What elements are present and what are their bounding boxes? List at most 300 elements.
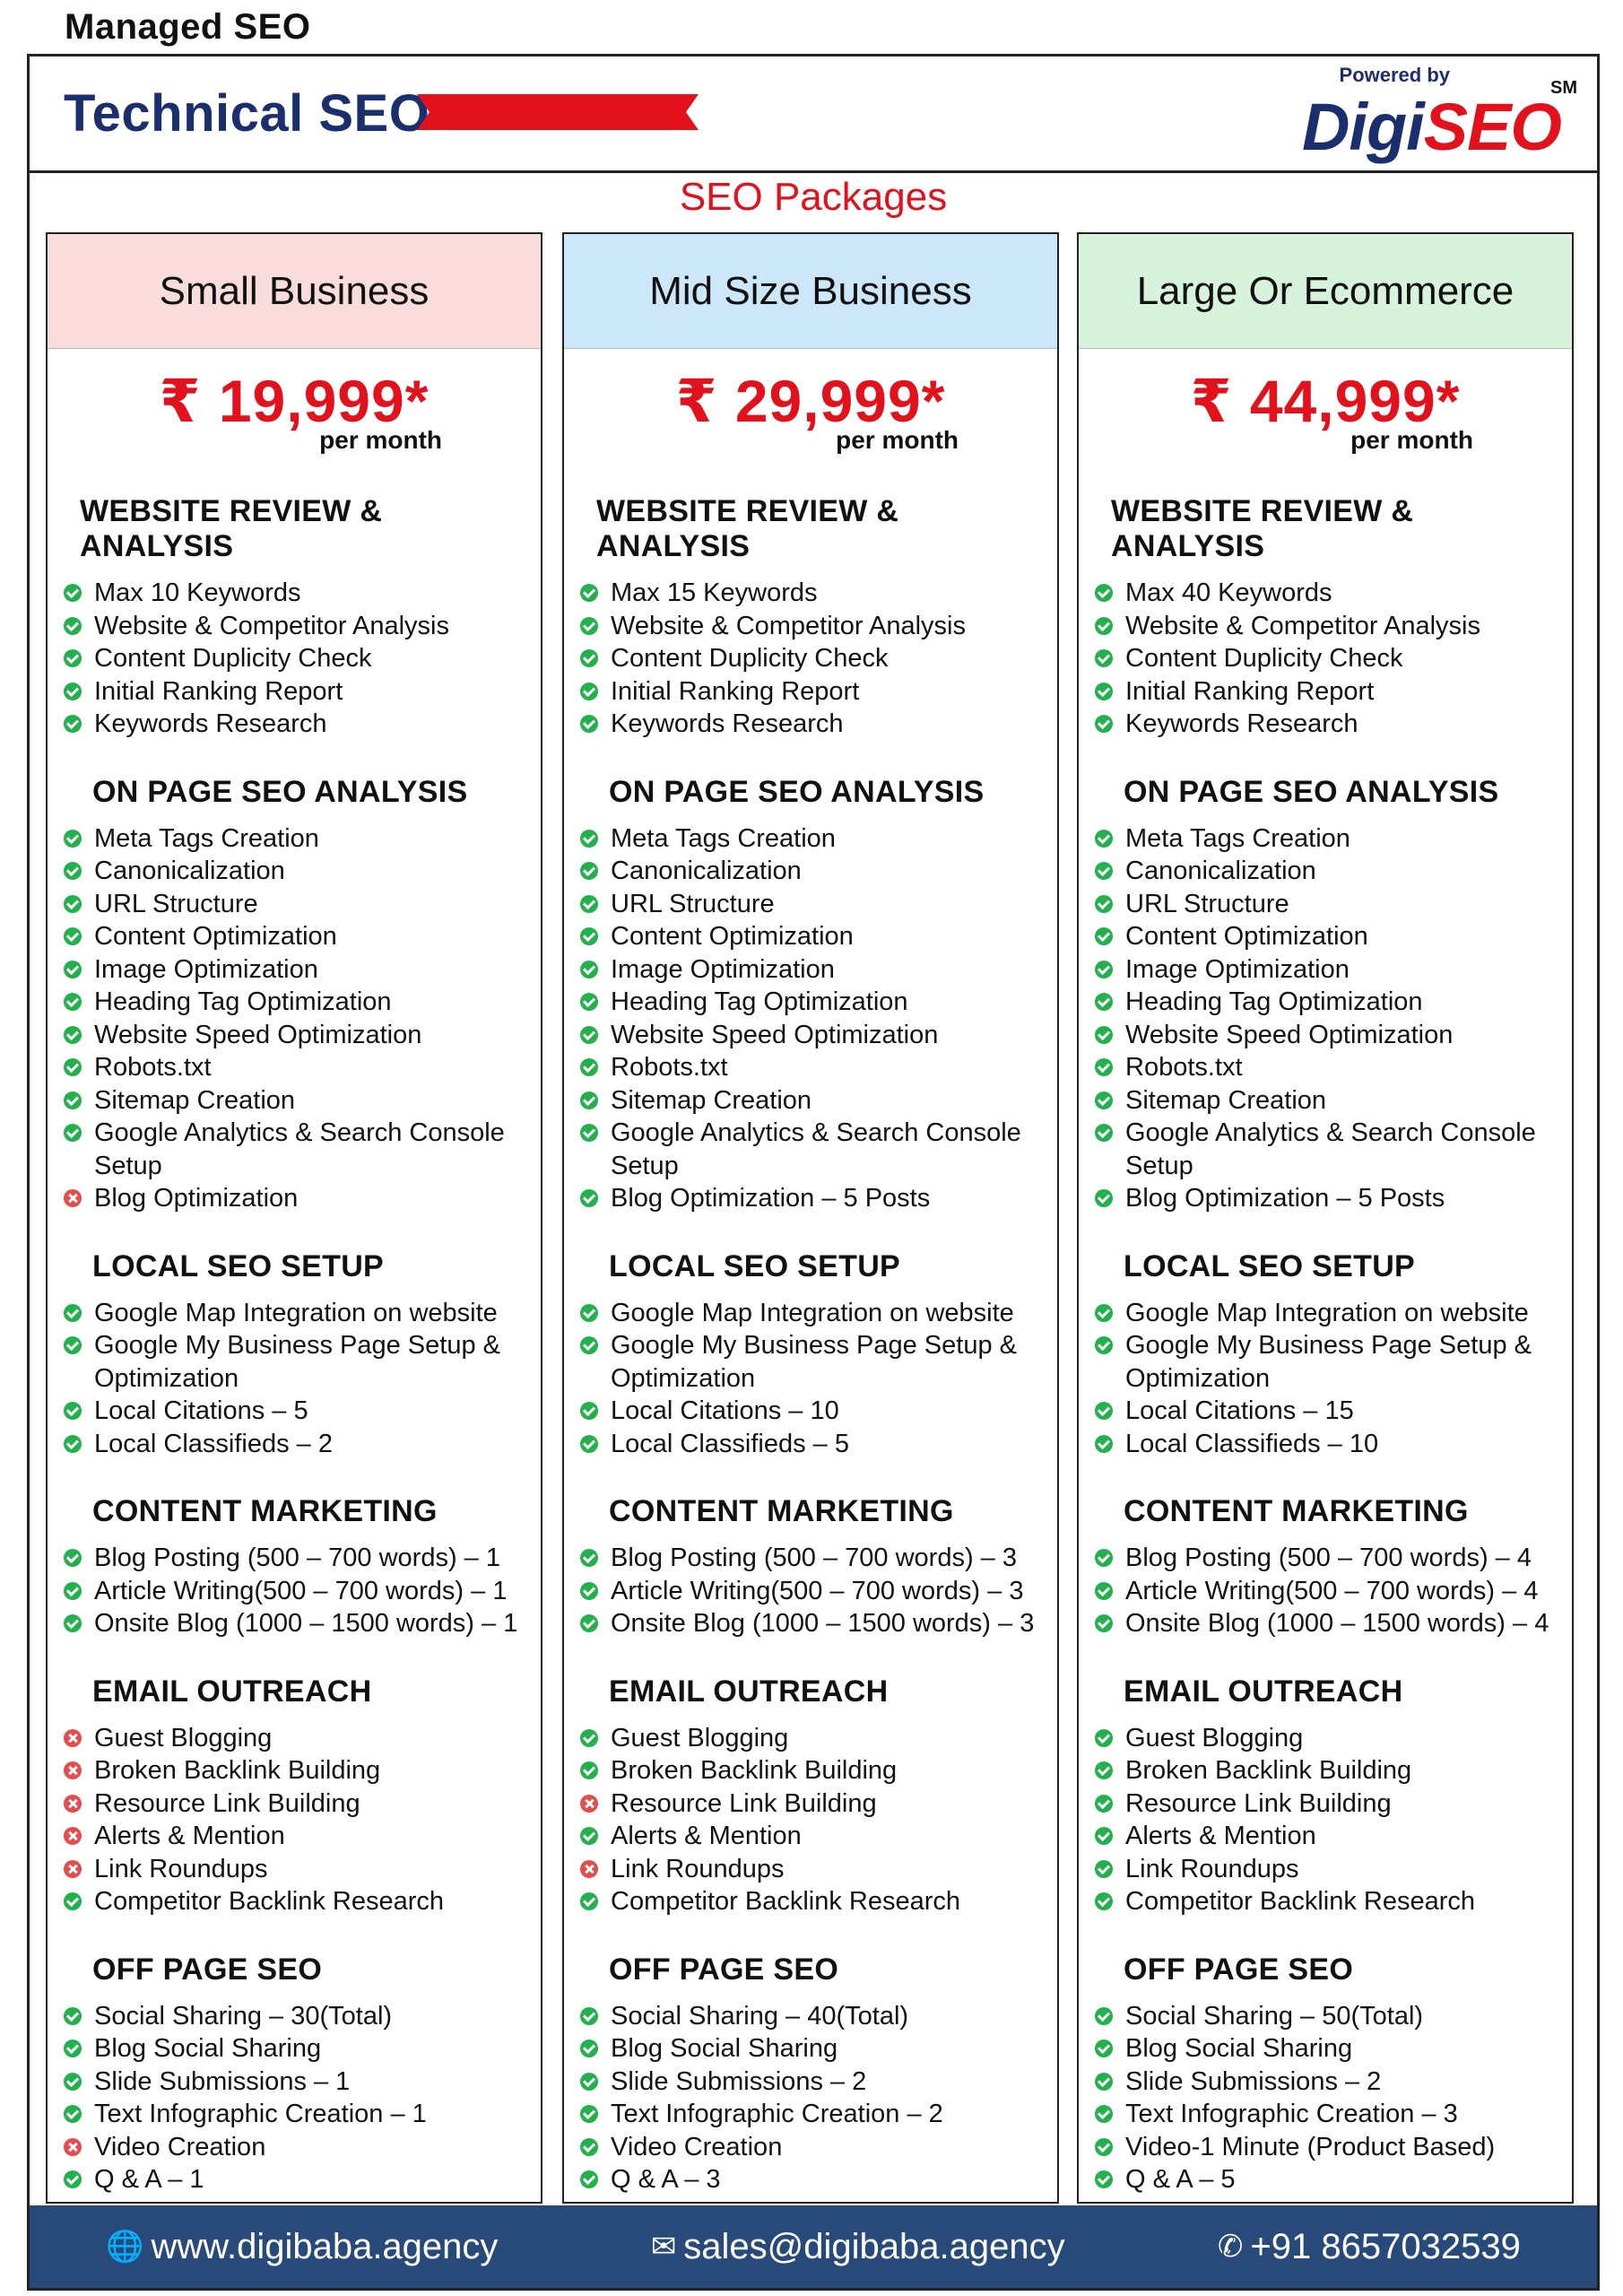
cross-circle-icon [64,1795,82,1813]
feature-section [1079,1494,1572,1640]
feature-item [1095,1084,1572,1118]
check-circle-icon [64,1549,82,1567]
feature-text: Video Creation [611,2132,783,2161]
feature-text: Heading Tag Optimization [1125,987,1423,1016]
feature-item [64,953,541,987]
check-circle-icon [64,1435,82,1453]
feature-text: Website & Competitor Analysis [94,611,449,640]
feature-text: Robots.txt [94,1053,212,1082]
check-circle-icon [64,683,82,700]
section-title: ON PAGE SEO ANALYSIS [92,774,468,809]
feature-section [564,1952,1057,2196]
check-circle-icon [1095,617,1113,635]
feature-list [564,822,1057,1215]
feature-text: Initial Ranking Report [611,676,860,706]
feature-text: Onsite Blog (1000 – 1500 words) – 4 [1125,1609,1549,1638]
feature-item [580,1051,1057,1084]
feature-item [1095,2131,1572,2164]
package-column [562,232,1059,2204]
feature-text: Blog Social Sharing [94,2034,322,2063]
check-circle-icon [580,2073,598,2091]
feature-item [580,1182,1057,1215]
feature-text: Image Optimization [1125,954,1350,984]
section-title: WEBSITE REVIEW & ANALYSIS [596,494,899,563]
cross-circle-icon [580,1795,598,1813]
check-circle-icon [580,2007,598,2025]
feature-text: Canonicalization [94,857,285,885]
package-name: Small Business [48,234,541,349]
check-circle-icon [1095,715,1113,733]
feature-text: Google Analytics & Search Console Setup [94,1118,505,1180]
section-title: ON PAGE SEO ANALYSIS [609,774,985,809]
check-circle-icon [64,1304,82,1322]
price-block [1079,367,1572,460]
feature-text: Max 10 Keywords [94,578,301,607]
feature-item [1095,1853,1572,1886]
footer-website[interactable] [106,2227,498,2267]
feature-item [1095,1575,1572,1608]
check-circle-icon [1095,2039,1113,2057]
feature-text: Local Citations – 5 [94,1396,308,1425]
feature-text: Google Analytics & Search Console Setup [611,1118,1021,1180]
feature-item [64,1084,541,1118]
whatsapp-icon: ✆ [1217,2230,1244,2264]
check-circle-icon [64,2170,82,2188]
feature-item [580,610,1057,643]
feature-item [1095,1722,1572,1755]
feature-item [64,2032,541,2066]
feature-text: URL Structure [1125,889,1289,918]
check-circle-icon [580,1549,598,1567]
feature-text: Onsite Blog (1000 – 1500 words) – 3 [611,1609,1035,1638]
footer-email[interactable] [651,2227,1065,2267]
check-circle-icon [580,1058,598,1076]
feature-item [580,1428,1057,1461]
feature-item [64,2163,541,2196]
feature-list [1079,822,1572,1215]
feature-text: Blog Social Sharing [611,2034,838,2063]
check-circle-icon [1095,1189,1113,1207]
check-circle-icon [580,1189,598,1207]
brand-logo-part2: SEO [1423,90,1561,164]
check-circle-icon [1095,1435,1113,1453]
feature-text: Local Classifieds – 5 [611,1429,849,1458]
section-title: LOCAL SEO SETUP [1124,1248,1416,1283]
feature-list [564,2000,1057,2196]
feature-text: Sitemap Creation [94,1085,296,1115]
check-circle-icon [64,1058,82,1076]
feature-list [564,1297,1057,1461]
feature-text: Image Optimization [94,954,318,984]
feature-text: Broken Backlink Building [94,1756,381,1785]
check-circle-icon [64,715,82,733]
check-circle-icon [64,2007,82,2025]
check-circle-icon [64,927,82,945]
feature-text: URL Structure [611,889,775,918]
check-circle-icon [580,683,598,700]
check-circle-icon [1095,1892,1113,1910]
feature-text: Resource Link Building [611,1788,877,1818]
feature-item [64,1051,541,1084]
feature-item [580,2066,1057,2099]
section-title: OFF PAGE SEO [609,1952,839,1987]
feature-item [1095,1395,1572,1428]
feature-item [1095,855,1572,888]
feature-text: Website & Competitor Analysis [611,611,966,640]
check-circle-icon [64,584,82,602]
feature-section [1079,1952,1572,2196]
feature-item [1095,822,1572,856]
package-name: Mid Size Business [564,234,1057,349]
check-circle-icon [64,2073,82,2091]
feature-text: Initial Ranking Report [1125,676,1375,706]
feature-item [580,708,1057,741]
feature-item [580,1395,1057,1428]
feature-text: Local Citations – 15 [1125,1396,1354,1425]
feature-item [580,2098,1057,2131]
feature-item [64,610,541,643]
feature-text: Blog Posting (500 – 700 words) – 4 [1125,1544,1532,1572]
feature-text: Website & Competitor Analysis [1125,611,1480,640]
feature-list [48,1722,541,1918]
feature-text: Broken Backlink Building [1125,1756,1412,1785]
feature-text: Slide Submissions – 2 [611,2066,867,2096]
feature-list [48,1297,541,1461]
price-block [564,367,1057,460]
feature-text: Content Optimization [94,922,337,951]
feature-text: Article Writing(500 – 700 words) – 1 [94,1576,508,1605]
feature-text: Article Writing(500 – 700 words) – 4 [1125,1576,1539,1605]
check-circle-icon [580,927,598,945]
feature-item [64,1117,541,1182]
check-circle-icon [64,1336,82,1354]
feature-text: Sitemap Creation [1125,1085,1327,1115]
page-top-title: Managed SEO [65,7,311,47]
feature-item [64,1395,541,1428]
feature-text: Meta Tags Creation [1125,823,1350,853]
feature-item [64,1297,541,1330]
feature-text: Content Duplicity Check [1125,644,1403,673]
feature-text: Google My Business Page Setup & Optimization [611,1331,1017,1393]
feature-item [1095,1182,1572,1215]
feature-item [64,1019,541,1052]
feature-text: Text Infographic Creation – 1 [94,2100,427,2128]
feature-list [48,1542,541,1640]
feature-text: Heading Tag Optimization [94,987,392,1016]
feature-item [1095,2000,1572,2033]
cross-circle-icon [64,1761,82,1779]
feature-item [580,642,1057,675]
feature-text: Competitor Backlink Research [611,1887,961,1916]
feature-text: Blog Posting (500 – 700 words) – 3 [611,1544,1017,1572]
feature-text: Guest Blogging [611,1723,789,1752]
check-circle-icon [580,1761,598,1779]
feature-text: Website Speed Optimization [94,1020,422,1049]
feature-section [564,775,1057,1215]
feature-text: Keywords Research [94,709,327,738]
check-circle-icon [1095,862,1113,880]
service-mark: SM [1550,78,1577,98]
feature-section [48,1952,541,2196]
feature-item [580,577,1057,610]
feature-item [1095,986,1572,1019]
feature-text: Slide Submissions – 2 [1125,2066,1382,2096]
check-circle-icon [580,1026,598,1044]
feature-item [64,2066,541,2099]
feature-text: Robots.txt [1125,1053,1243,1082]
check-circle-icon [1095,961,1113,978]
check-circle-icon [1095,1091,1113,1109]
feature-item [580,2131,1057,2164]
feature-text: Video-1 Minute (Product Based) [1125,2132,1496,2161]
section-title: ON PAGE SEO ANALYSIS [1124,774,1499,809]
feature-item [580,1754,1057,1787]
package-price: ₹ 44,999* [1190,368,1461,434]
check-circle-icon [580,2138,598,2156]
feature-item [64,1722,541,1755]
feature-item [64,1575,541,1608]
feature-text: Canonicalization [1125,857,1316,885]
check-circle-icon [580,1582,598,1600]
check-circle-icon [580,993,598,1011]
feature-text: Keywords Research [1125,709,1358,738]
feature-text: Blog Optimization [94,1184,299,1213]
feature-text: Resource Link Building [1125,1788,1392,1818]
feature-text: Meta Tags Creation [611,823,836,853]
feature-text: Broken Backlink Building [611,1756,898,1785]
feature-item [1095,888,1572,921]
check-circle-icon [580,1402,598,1420]
cross-circle-icon [64,1729,82,1747]
feature-list [48,2000,541,2196]
feature-text: Guest Blogging [1125,1723,1304,1752]
feature-item [580,822,1057,856]
check-circle-icon [64,1582,82,1600]
feature-item [1095,953,1572,987]
feature-item [580,1885,1057,1918]
feature-item [1095,1428,1572,1461]
feature-item [1095,1019,1572,1052]
feature-item [64,1787,541,1821]
feature-list [1079,1722,1572,1918]
check-circle-icon [64,862,82,880]
feature-text: Onsite Blog (1000 – 1500 words) – 1 [94,1609,518,1638]
package-price: ₹ 19,999* [159,368,430,434]
feature-text: Local Classifieds – 2 [94,1429,333,1458]
check-circle-icon [64,1614,82,1632]
feature-text: Max 40 Keywords [1125,578,1332,607]
check-circle-icon [64,617,82,635]
feature-item [64,1182,541,1215]
feature-item [64,888,541,921]
section-title: EMAIL OUTREACH [609,1674,889,1709]
feature-item [580,1084,1057,1118]
check-circle-icon [1095,1336,1113,1354]
check-circle-icon [64,830,82,848]
check-circle-icon [1095,2105,1113,2123]
feature-text: Max 15 Keywords [611,578,818,607]
feature-section [1079,1674,1572,1918]
packages-title: SEO Packages [679,175,948,219]
feature-section [48,1494,541,1640]
feature-list [48,577,541,741]
feature-item [580,1853,1057,1886]
check-circle-icon [1095,584,1113,602]
check-circle-icon [64,895,82,913]
cross-circle-icon [580,1860,598,1878]
feature-item [1095,1117,1572,1182]
feature-text: Q & A – 3 [611,2165,721,2194]
feature-text: Website Speed Optimization [1125,1020,1454,1049]
section-title: CONTENT MARKETING [609,1494,954,1528]
footer-phone[interactable] [1218,2227,1521,2267]
cross-circle-icon [64,2138,82,2156]
feature-item [1095,920,1572,953]
feature-list [1079,1542,1572,1640]
feature-item [580,1575,1057,1608]
section-title: EMAIL OUTREACH [1124,1674,1403,1709]
footer-website-text: www.digibaba.agency [151,2226,499,2266]
price-period: per month [1350,426,1473,454]
feature-list [564,1722,1057,1918]
section-title: EMAIL OUTREACH [92,1674,372,1709]
check-circle-icon [580,1892,598,1910]
price-block [48,367,541,460]
check-circle-icon [1095,1729,1113,1747]
check-circle-icon [580,1124,598,1142]
feature-item [580,1329,1057,1395]
feature-text: Keywords Research [611,709,844,738]
feature-item [580,1722,1057,1755]
sheet-header [30,57,1597,173]
section-title: LOCAL SEO SETUP [609,1248,901,1283]
feature-text: Alerts & Mention [611,1822,802,1850]
feature-list [564,1542,1057,1640]
check-circle-icon [64,1402,82,1420]
feature-text: Slide Submissions – 1 [94,2066,351,2096]
feature-text: Text Infographic Creation – 3 [1125,2100,1458,2128]
feature-list [564,577,1057,741]
feature-text: Q & A – 5 [1125,2165,1236,2194]
feature-text: Content Duplicity Check [94,644,372,673]
feature-section [1079,494,1572,741]
feature-text: Blog Optimization – 5 Posts [1125,1184,1445,1213]
check-circle-icon [580,961,598,978]
check-circle-icon [1095,1058,1113,1076]
feature-item [64,2131,541,2164]
package-price: ₹ 29,999* [675,368,946,434]
feature-item [64,1820,541,1853]
feature-item [580,855,1057,888]
check-circle-icon [580,617,598,635]
feature-text: Blog Posting (500 – 700 words) – 1 [94,1544,500,1572]
check-circle-icon [64,993,82,1011]
feature-text: Alerts & Mention [94,1822,285,1850]
feature-text: Text Infographic Creation – 2 [611,2100,943,2128]
feature-text: Google My Business Page Setup & Optimization [94,1331,500,1393]
feature-item [64,2098,541,2131]
section-title: LOCAL SEO SETUP [92,1248,385,1283]
check-circle-icon [1095,1582,1113,1600]
feature-item [64,577,541,610]
feature-item [580,1787,1057,1821]
feature-item [64,1329,541,1395]
feature-item [1095,1297,1572,1330]
feature-text: Alerts & Mention [1125,1822,1316,1850]
check-circle-icon [580,862,598,880]
feature-text: Article Writing(500 – 700 words) – 3 [611,1576,1024,1605]
feature-item [64,642,541,675]
feature-text: Competitor Backlink Research [94,1887,445,1916]
feature-item [64,1853,541,1886]
feature-text: Google Map Integration on website [1125,1298,1529,1327]
feature-list [48,822,541,1215]
footer-phone-text: +91 8657032539 [1250,2226,1521,2266]
feature-text: Local Citations – 10 [611,1396,839,1425]
feature-item [64,708,541,741]
feature-text: Video Creation [94,2132,266,2161]
globe-icon: 🌐 [106,2230,144,2264]
feature-item [64,920,541,953]
feature-text: Link Roundups [94,1854,268,1883]
feature-text: Blog Social Sharing [1125,2034,1353,2063]
feature-section [48,494,541,741]
brand-logo-part1: Digi [1301,90,1424,164]
check-circle-icon [64,2039,82,2057]
feature-section [564,1249,1057,1461]
feature-list [1079,577,1572,741]
check-circle-icon [1095,993,1113,1011]
feature-item [1095,2066,1572,2099]
feature-item [580,1297,1057,1330]
footer-email-text: sales@digibaba.agency [683,2226,1065,2266]
section-title: CONTENT MARKETING [92,1494,438,1528]
check-circle-icon [1095,683,1113,700]
check-circle-icon [1095,1026,1113,1044]
feature-item [64,1885,541,1918]
feature-item [580,1607,1057,1640]
feature-item [580,920,1057,953]
package-name: Large Or Ecommerce [1079,234,1572,349]
feature-item [580,986,1057,1019]
check-circle-icon [580,1336,598,1354]
feature-item [1095,1754,1572,1787]
section-title: CONTENT MARKETING [1124,1494,1469,1528]
feature-item [1095,1885,1572,1918]
price-period: per month [836,426,959,454]
feature-section [1079,1249,1572,1461]
check-circle-icon [1095,1761,1113,1779]
feature-item [1095,1051,1572,1084]
cross-circle-icon [64,1189,82,1207]
feature-item [64,1542,541,1575]
check-circle-icon [580,895,598,913]
feature-item [64,822,541,856]
check-circle-icon [580,2105,598,2123]
feature-section [564,1674,1057,1918]
feature-item [580,675,1057,709]
feature-item [64,1754,541,1787]
feature-item [1095,2032,1572,2066]
feature-item [580,2032,1057,2066]
check-circle-icon [580,584,598,602]
check-circle-icon [580,1827,598,1845]
feature-text: Robots.txt [611,1053,728,1082]
check-circle-icon [1095,2138,1113,2156]
feature-text: Blog Optimization – 5 Posts [611,1184,931,1213]
feature-text: Image Optimization [611,954,835,984]
feature-text: URL Structure [94,889,258,918]
